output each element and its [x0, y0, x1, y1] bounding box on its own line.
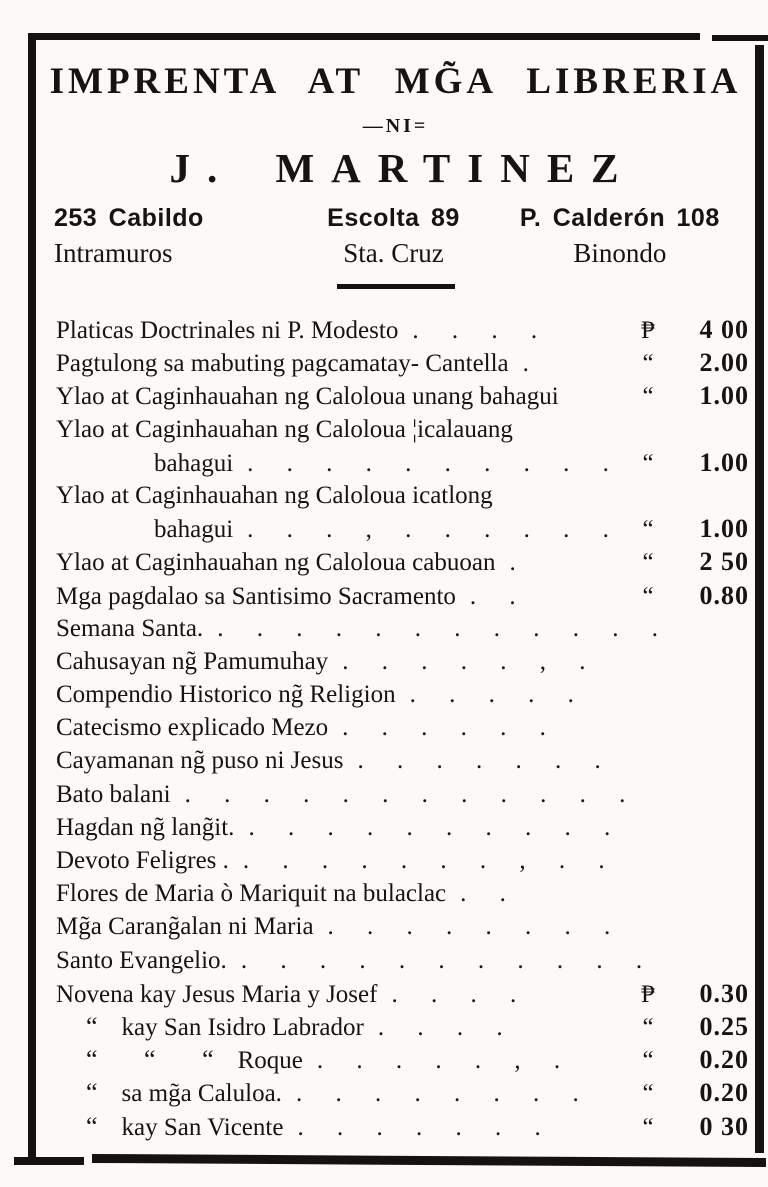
currency-mark: “ [642, 383, 654, 411]
district-name: Binondo [573, 238, 667, 268]
item-price: 0 30 [699, 1111, 749, 1141]
item-title: Catecismo explicado Mezo [56, 714, 329, 742]
top-border-rule [28, 33, 700, 40]
item-title: Ylao at Caginhauahan ng Caloloua cabuoan [56, 549, 496, 577]
price-list-row [36, 579, 755, 612]
price-list-row [36, 910, 755, 943]
price-list-row [36, 711, 755, 744]
price-list-row [36, 1076, 755, 1109]
currency-mark: “ [642, 1113, 654, 1141]
address-column-intramuros [54, 204, 280, 269]
currency-mark: “ [642, 449, 654, 477]
item-title: Ylao at Caginhauahan ng Caloloua ¦icalauang [56, 415, 513, 443]
item-price: 0.20 [699, 1078, 749, 1108]
item-title: Flores de Maria ò Mariquit na bulaclac [56, 880, 447, 908]
left-border-rule [28, 40, 36, 1157]
ditto-prefix: “ “ “ [86, 1045, 214, 1075]
dot-leader: . . . . . . . . . . . . [217, 614, 659, 642]
dot-leader: . . . . . . . . . . . . [184, 780, 627, 808]
dot-leader: . . . . . . . [357, 747, 602, 775]
ditto-prefix: “ [86, 1111, 98, 1141]
price-list-row [36, 446, 755, 479]
item-price: 0.80 [699, 580, 749, 610]
book-price-list [36, 313, 755, 1143]
dot-leader: . . . . . , . [316, 1047, 562, 1075]
price-list-row [36, 413, 755, 446]
street-address: P. Calderón 108 [519, 204, 720, 232]
dot-leader: . . [469, 582, 517, 610]
item-title: Platicas Doctrinales ni P. Modesto [56, 317, 399, 344]
price-list-row [36, 844, 755, 877]
price-list-row [36, 977, 755, 1010]
price-list-row [36, 379, 755, 412]
dot-leader: . . . , . . . . . . [247, 516, 610, 544]
price-list-row [36, 645, 755, 678]
dot-leader: . . . . . . . [297, 1113, 542, 1141]
address-columns [36, 204, 755, 269]
item-price: 2.00 [699, 348, 749, 378]
item-title: Cahusayan ng̃ Pamumuhay [56, 647, 329, 675]
price-list-row [36, 877, 755, 910]
price-list-row [36, 346, 755, 379]
item-title: Mga pagdalao sa Santisimo Sacramento [56, 582, 456, 610]
price-list-row [36, 944, 755, 977]
district-name: Intramuros [54, 238, 173, 268]
right-border-rule [755, 45, 764, 1153]
item-price: 4 00 [699, 315, 749, 344]
item-price: 0.20 [699, 1045, 749, 1075]
item-price: 1.00 [699, 447, 749, 477]
dot-leader: . . . . [412, 317, 539, 344]
bottom-border-rule [92, 1154, 766, 1167]
dot-leader: . . . . . [409, 681, 575, 709]
street-address: 253 Cabildo [54, 204, 204, 232]
price-list-row [36, 778, 755, 811]
item-title: Novena kay Jesus Maria y Josef [56, 980, 378, 1008]
dot-leader: . [522, 350, 530, 378]
item-title: kay San Vicente [121, 1113, 284, 1141]
ditto-prefix: “ [86, 1078, 98, 1108]
dot-leader: . . . . . , . [342, 647, 587, 675]
item-title: Ylao at Caginhauahan ng Caloloua unang bahagui [56, 383, 559, 411]
item-title: Santo Evangelio. [56, 946, 227, 974]
currency-mark: “ [642, 516, 654, 544]
dot-leader: . [509, 549, 517, 577]
item-title: sa mg̃a Caluloa. [121, 1080, 282, 1108]
district-name: Sta. Cruz [343, 238, 444, 268]
currency-mark: “ [642, 1013, 654, 1041]
dot-leader: . . . . . . . . [327, 913, 612, 941]
price-list-row [36, 1110, 755, 1143]
currency-mark: “ [642, 1047, 654, 1075]
dot-leader: . . . . [391, 980, 518, 1008]
dot-leader: . . . . [377, 1013, 504, 1041]
publisher-name: J. MARTINEZ [169, 145, 636, 191]
currency-mark: ₱ [641, 317, 655, 344]
item-price: 0.25 [699, 1011, 749, 1041]
price-list-row [36, 479, 755, 512]
page-content [36, 40, 755, 1143]
ditto-prefix: “ [86, 1011, 98, 1041]
currency-mark: “ [642, 1080, 654, 1108]
price-list-row [36, 744, 755, 777]
item-title: Devoto Feligres . [56, 847, 229, 874]
currency-mark: ₱ [641, 980, 655, 1008]
currency-mark: “ [642, 582, 654, 610]
address-column-sta-cruz [280, 204, 506, 269]
item-price: 1.00 [699, 514, 749, 544]
street-address: Escolta 89 [327, 204, 460, 232]
price-list-row [36, 313, 755, 346]
item-title: Roque [237, 1047, 303, 1075]
item-title: Compendio Historico ng̃ Religion [56, 681, 396, 709]
dot-leader: . . [460, 880, 507, 908]
item-price: 2 50 [699, 547, 749, 577]
dot-leader: . . . . . . . , . . [242, 847, 606, 874]
item-title: bahagui [154, 449, 234, 477]
item-price: 0.30 [699, 978, 749, 1008]
dot-leader: . . . . . . . . . . [248, 813, 612, 841]
dot-leader: . . . . . . . . . . . [240, 946, 644, 974]
dot-leader: . . . . . . . . [295, 1080, 580, 1108]
item-title: Pagtulong sa mabuting pagcamatay- Cantella [56, 350, 509, 378]
address-column-binondo [507, 204, 739, 269]
bottom-border-rule-segment [14, 1157, 84, 1165]
item-title: Hagdan ng̃ lang̃it. [56, 813, 235, 841]
currency-mark: “ [642, 549, 654, 577]
ni-ornament: —NI= [362, 115, 429, 137]
price-list-row [36, 1043, 755, 1076]
price-list-row [36, 545, 755, 578]
item-title: bahagui [154, 516, 234, 544]
dot-leader: . . . . . . [342, 714, 547, 742]
item-title: Mg̃a Carang̃alan ni Maria [56, 913, 314, 941]
item-title: Semana Santa. [56, 614, 204, 642]
item-title: Ylao at Caginhauahan ng Caloloua icatlong [56, 481, 493, 509]
price-list-row [36, 612, 755, 645]
item-price: 1.00 [699, 381, 749, 411]
price-list-row [36, 512, 755, 545]
price-list-row [36, 678, 755, 711]
item-title: Bato balani [56, 780, 171, 808]
item-title: kay San Isidro Labrador [121, 1013, 364, 1041]
header-divider-rule [337, 284, 455, 289]
currency-mark: “ [642, 350, 654, 378]
price-list-row [36, 1010, 755, 1043]
press-title: IMPRENTA AT MG̃A LIBRERIA [49, 61, 742, 102]
price-list-row [36, 811, 755, 844]
dot-leader: . . . . . . . . . . [247, 449, 610, 477]
item-title: Cayamanan ng̃ puso ni Jesus [56, 747, 344, 775]
